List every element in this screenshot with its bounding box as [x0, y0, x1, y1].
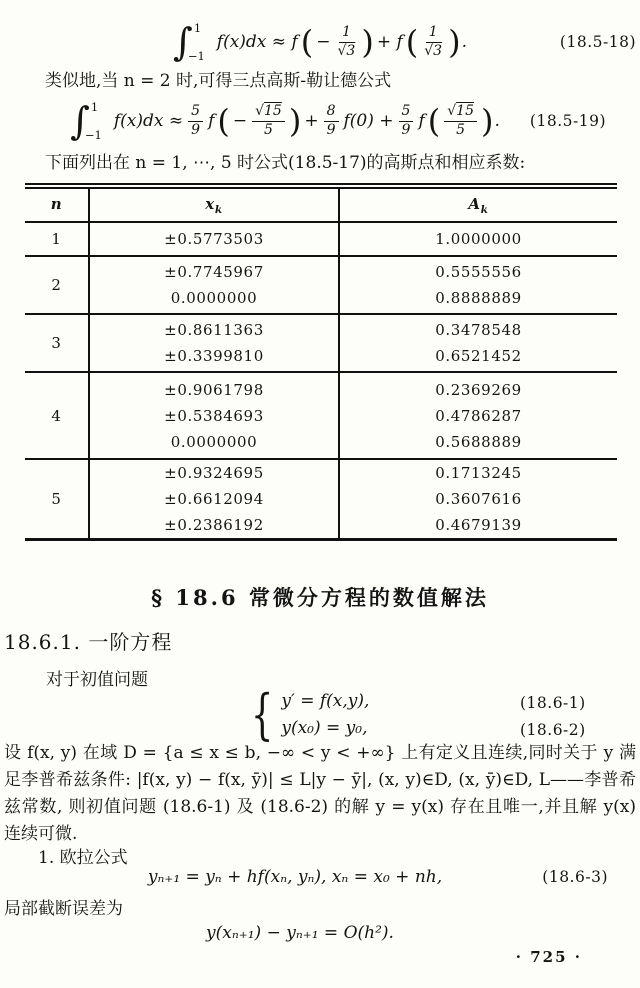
formula-text: + f	[376, 32, 403, 52]
radical-sign: √	[447, 103, 457, 119]
integral-icon: ∫	[70, 99, 90, 143]
cell-value: 0.4786287	[435, 406, 522, 425]
cell-value: 0.2369269	[435, 380, 522, 399]
fraction	[188, 103, 203, 139]
system-equation-numbers	[520, 690, 586, 744]
fraction-numerator: 5	[188, 103, 203, 122]
cell-A	[339, 222, 617, 256]
system-lines	[281, 688, 369, 742]
fraction-numerator: 1	[339, 24, 354, 43]
radical-sign: √	[255, 103, 265, 119]
header-label: x	[205, 194, 215, 213]
cell-value: 0.6521452	[435, 347, 522, 365]
cell-value: 0.3607616	[435, 490, 522, 508]
formula-text: y(xₙ₊₁) − yₙ₊₁ = O(h²).	[206, 923, 394, 943]
formula-text: f	[208, 111, 215, 131]
minus-sign: −	[316, 32, 331, 52]
fraction-numerator: 1	[426, 24, 441, 43]
fraction-denominator: 9	[326, 121, 336, 138]
cell-value: ±0.9061798	[164, 380, 264, 399]
integral-lower-limit: −1	[84, 128, 102, 142]
subsection-heading: 18.6.1. 一阶方程	[4, 630, 173, 654]
header-n	[25, 186, 89, 222]
radicand: 3	[346, 42, 356, 59]
fraction	[399, 103, 414, 139]
cell-value: 0.0000000	[170, 432, 258, 451]
formula-gauss-three-point	[0, 92, 640, 150]
fraction-numerator: 8	[324, 103, 339, 122]
fraction-denominator: 5	[456, 121, 466, 138]
equation-number: (18.6-3)	[542, 868, 608, 886]
cell-value: 0.5555556	[435, 263, 522, 281]
cell-value: 0.4679139	[435, 516, 522, 534]
header-label: n	[50, 194, 63, 213]
cell-n: 3	[25, 314, 89, 372]
fraction-numerator: 5	[399, 103, 414, 122]
period: .	[494, 111, 500, 131]
left-paren: (	[405, 23, 419, 61]
integral-upper-limit: 1	[90, 100, 99, 114]
radicand: 15	[456, 103, 474, 119]
left-brace: {	[251, 683, 274, 746]
header-subscript: k	[214, 203, 223, 216]
cell-value: ±0.7745967	[164, 263, 264, 281]
fraction-denominator: 5	[264, 121, 273, 138]
page-number: · 725 ·	[515, 948, 582, 966]
header-subscript: k	[480, 203, 489, 216]
fraction	[335, 24, 357, 60]
integral-limits	[84, 100, 108, 142]
radicand: 15	[264, 103, 282, 119]
cell-x	[89, 222, 339, 256]
fraction-denominator	[422, 43, 444, 61]
radical-sign: √	[424, 42, 434, 59]
fraction	[444, 103, 477, 139]
radicand: 3	[433, 42, 443, 59]
cell-value: 0.0000000	[170, 289, 258, 307]
cell-n: 4	[25, 372, 89, 459]
table-row	[25, 256, 617, 314]
formula-text: yₙ₊₁ = yₙ + hf(xₙ, yₙ), xₙ = x₀ + nh,	[147, 867, 443, 887]
formula-euler	[0, 864, 640, 890]
cell-value: ±0.8611363	[164, 321, 264, 339]
cell-x	[89, 256, 339, 314]
cell-value: 0.3478548	[435, 321, 522, 339]
cell-x	[89, 459, 339, 540]
paragraph-table-intro: 下面列出在 n = 1, ⋯, 5 时公式(18.5-17)的高斯点和相应系数:	[45, 153, 526, 173]
euler-heading: 1. 欧拉公式	[38, 848, 128, 868]
paragraph-similar-case: 类似地,当 n = 2 时,可得三点高斯-勒让德公式	[45, 71, 392, 91]
cell-value: ±0.2386192	[164, 516, 264, 534]
paragraph-lipschitz: 设 f(x, y) 在域 D = {a ≤ x ≤ b, −∞ < y < +∞} 上有定义且连续,同时关于 y 满足李普希兹条件: |f(x, y) − f(x, ȳ)| ≤ L|y − ȳ|, (x, y)∈D, (x, ȳ)∈D, L——李普希兹常数, 则初值问题 (18.6-1) 及 (18.6-2) 的解 y = y(x) 存在且唯一,并且解 y(x) 连续可微.	[4, 743, 636, 844]
equation-number: (18.5-18)	[559, 33, 636, 51]
cell-value: ±0.6612094	[164, 490, 264, 508]
integral-limits	[187, 21, 211, 63]
formula-text: f	[418, 111, 425, 131]
right-paren: )	[448, 23, 461, 61]
paragraph-ivp-intro: 对于初值问题	[46, 670, 148, 690]
header-xk	[89, 186, 339, 222]
fraction-numerator	[252, 103, 285, 122]
section-heading: § 18.6 常微分方程的数值解法	[151, 585, 489, 610]
cell-A	[339, 459, 617, 540]
formula-truncation-error	[0, 920, 640, 946]
fraction-denominator: 9	[191, 121, 201, 138]
cell-value: 1.0000000	[435, 230, 522, 248]
cell-value: ±0.3399810	[164, 347, 264, 365]
fraction-denominator	[335, 43, 357, 61]
radical-sign: √	[337, 42, 347, 59]
system-line-1: y′ = f(x,y),	[281, 691, 370, 711]
fraction	[324, 103, 339, 139]
cell-n: 5	[25, 459, 89, 540]
cell-x	[89, 372, 339, 459]
system-line-2: y(x₀) = y₀,	[281, 718, 368, 738]
paragraph-truncation-label: 局部截断误差为	[4, 899, 123, 919]
equation-number: (18.6-2)	[520, 721, 586, 739]
fraction-numerator	[444, 103, 477, 122]
right-paren: )	[361, 23, 374, 61]
right-paren: )	[288, 102, 302, 140]
cell-x	[89, 314, 339, 372]
equation-number: (18.6-1)	[520, 694, 586, 712]
gauss-points-table	[25, 183, 617, 541]
cell-value: 0.8888889	[435, 289, 522, 307]
formula-text: f(x)dx ≈	[113, 111, 184, 131]
cell-n: 2	[25, 256, 89, 314]
period: .	[461, 32, 467, 52]
cell-value: 0.5688889	[435, 432, 522, 451]
fraction	[252, 103, 285, 139]
cell-value: ±0.9324695	[164, 464, 264, 482]
left-paren: (	[427, 102, 441, 140]
right-paren: )	[480, 102, 494, 140]
integral-lower-limit: −1	[187, 49, 205, 63]
formula-text: f(0) +	[343, 111, 394, 131]
left-paren: (	[217, 102, 230, 140]
formula-gauss-two-point	[0, 16, 640, 68]
table-row	[25, 459, 617, 540]
header-label: A	[468, 194, 481, 213]
cell-A	[339, 256, 617, 314]
plus-sign: +	[304, 111, 319, 131]
cell-value: ±0.5384693	[164, 406, 264, 425]
fraction	[422, 24, 444, 60]
cell-A	[339, 372, 617, 459]
integral-upper-limit: 1	[193, 21, 202, 35]
minus-sign: −	[232, 111, 248, 131]
cell-n: 1	[25, 222, 89, 256]
cell-value: ±0.5773503	[164, 230, 264, 248]
table-row	[25, 372, 617, 459]
integral-icon: ∫	[173, 20, 193, 64]
equation-number: (18.5-19)	[529, 112, 606, 130]
header-Ak	[339, 186, 617, 222]
formula-text: f(x)dx ≈ f	[216, 32, 298, 52]
table-row	[25, 314, 617, 372]
table-header-row	[25, 186, 617, 222]
table-row	[25, 222, 617, 256]
fraction-denominator: 9	[401, 121, 411, 138]
cell-value: 0.1713245	[435, 464, 522, 482]
left-paren: (	[300, 23, 314, 61]
cell-A	[339, 314, 617, 372]
